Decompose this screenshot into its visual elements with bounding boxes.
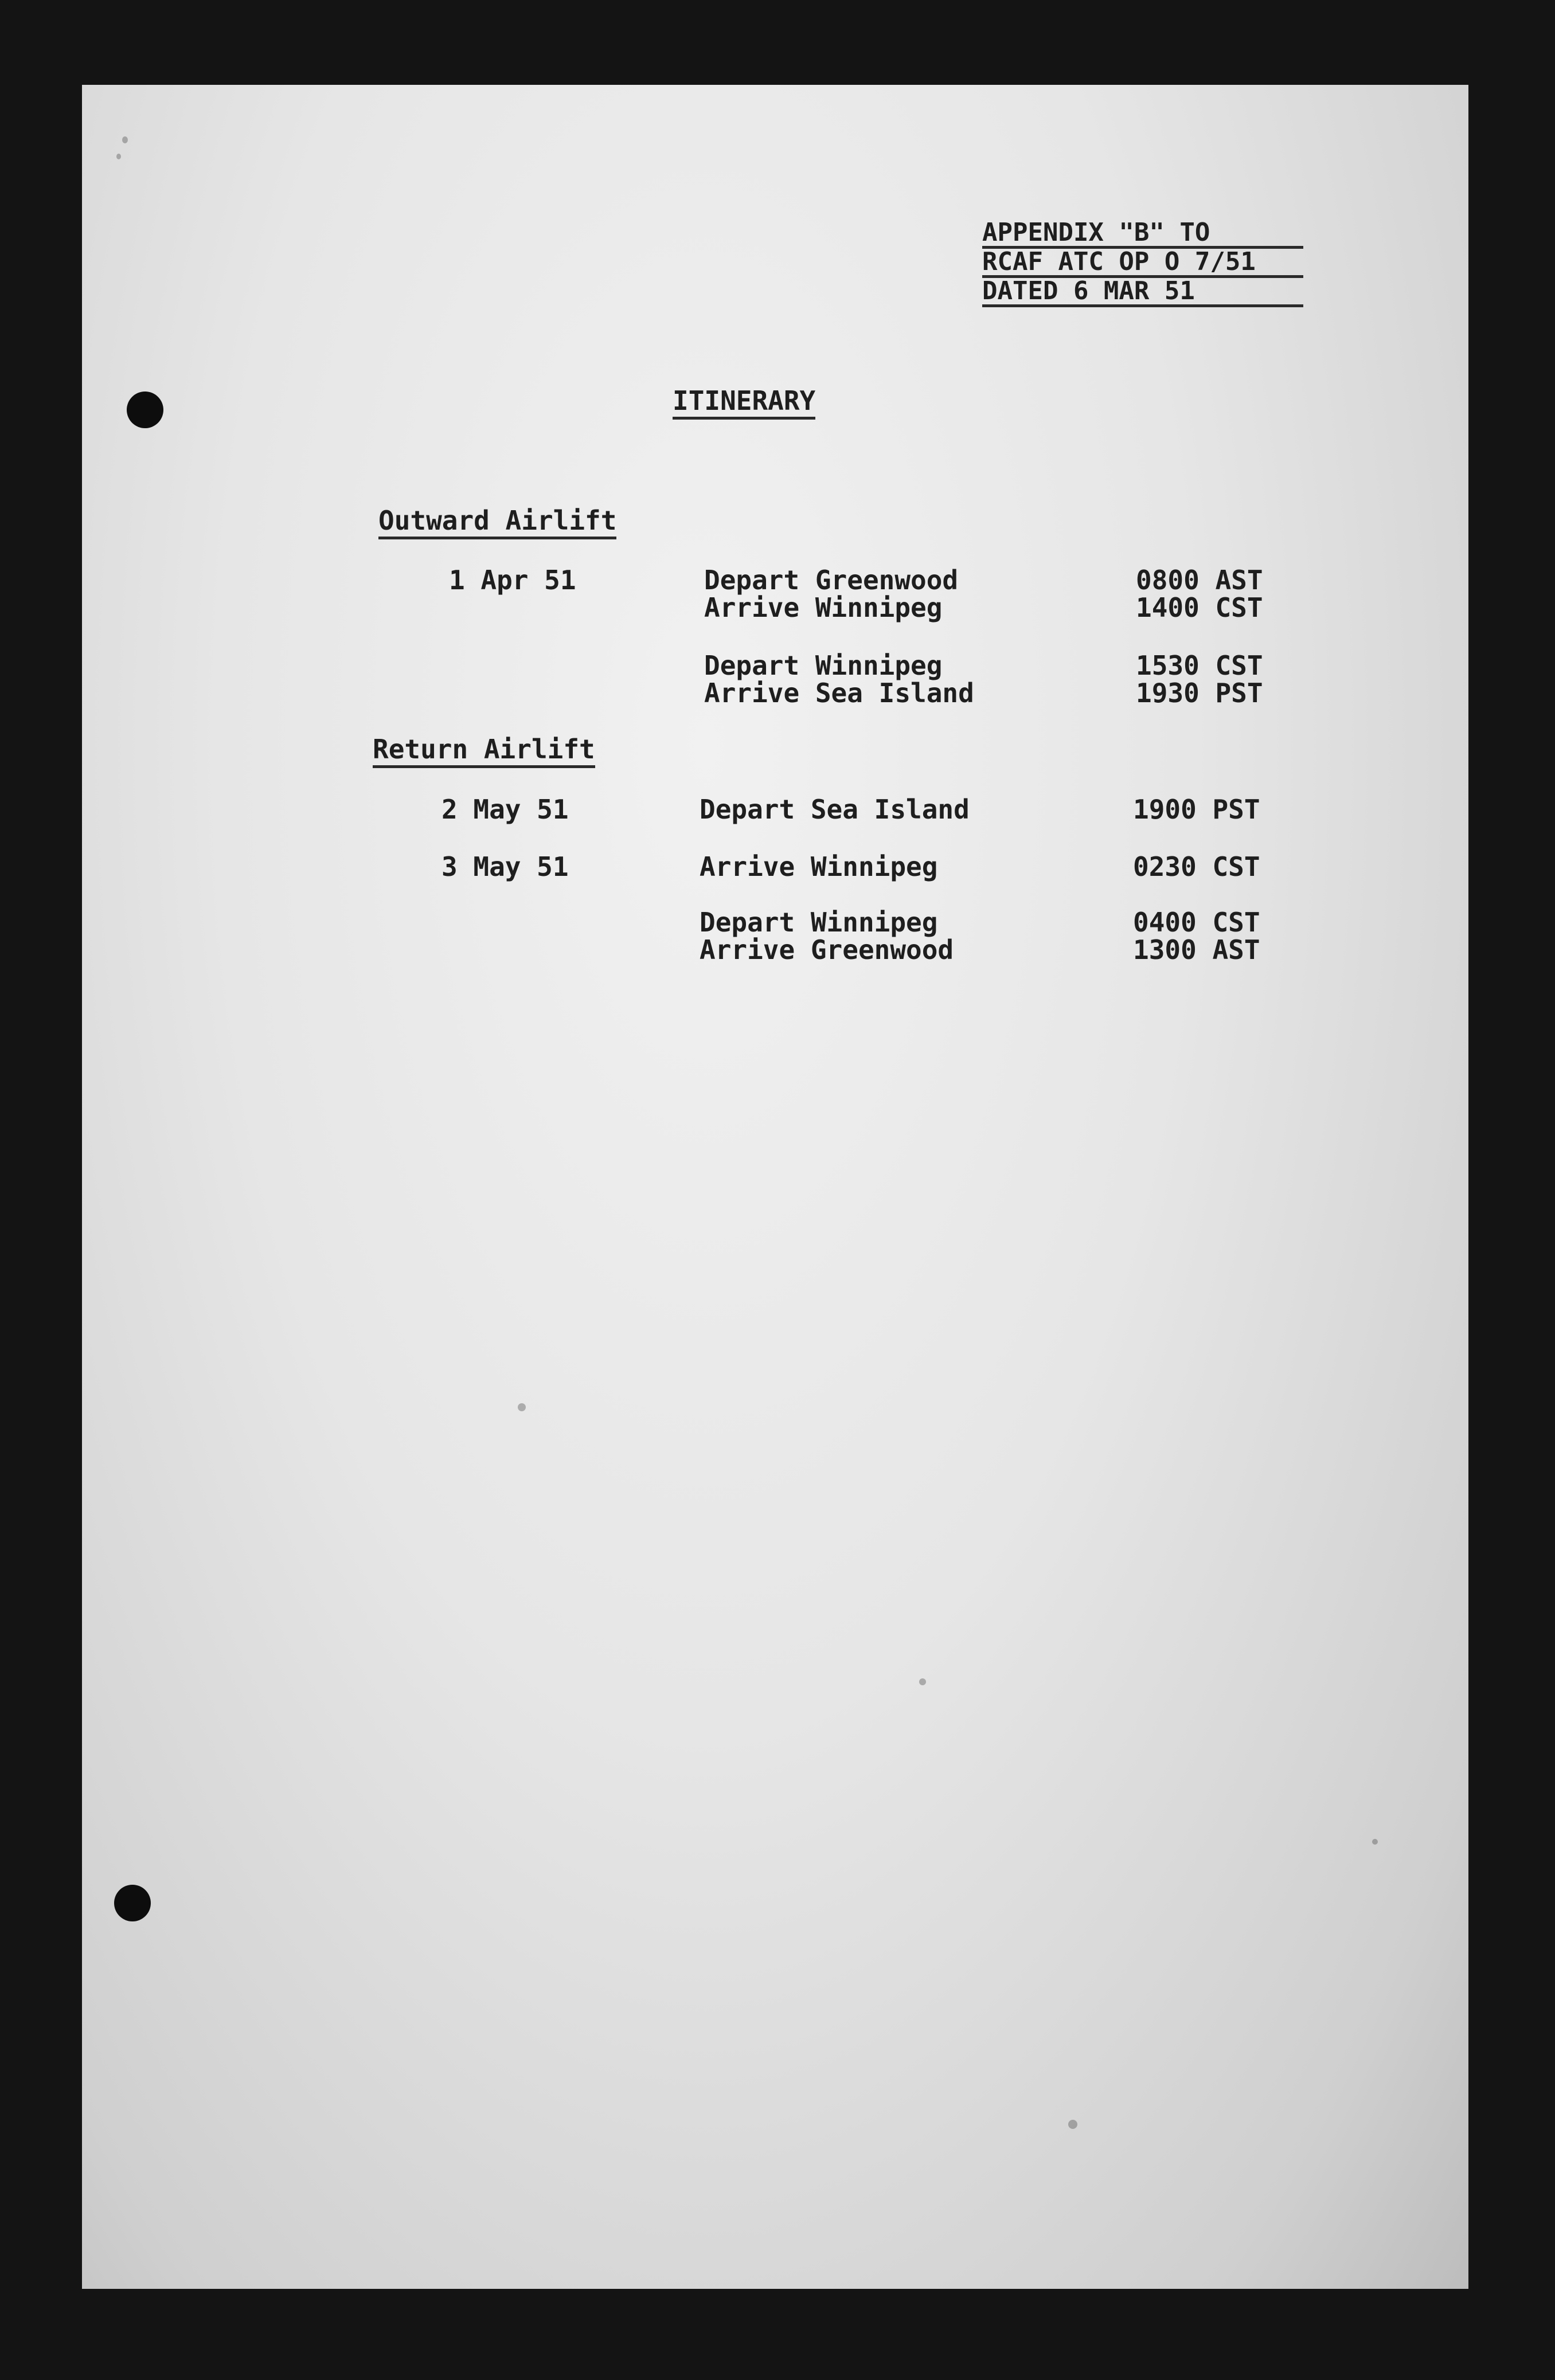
return-leg-3-time: 0400 CST (1133, 907, 1260, 938)
return-leg-4-action: Arrive Greenwood (700, 934, 954, 965)
speck (1068, 2120, 1077, 2129)
outward-leg-2-action: Arrive Winnipeg (704, 592, 943, 623)
return-leg-4-time: 1300 AST (1133, 934, 1260, 965)
document-page (82, 85, 1468, 2289)
return-leg-2-time: 0230 CST (1133, 851, 1260, 882)
return-leg-2-action: Arrive Winnipeg (700, 851, 938, 882)
outward-heading: Outward Airlift (378, 506, 616, 539)
punch-hole-bottom (114, 1885, 151, 1921)
speck (518, 1403, 526, 1411)
outward-leg-1-action: Depart Greenwood (704, 565, 959, 596)
outward-leg-4-time: 1930 PST (1136, 678, 1263, 708)
speck (1372, 1839, 1378, 1845)
speck (122, 136, 128, 143)
outward-date: 1 Apr 51 (449, 565, 576, 596)
speck (919, 1678, 926, 1685)
outward-leg-4-action: Arrive Sea Island (704, 678, 974, 708)
return-heading: Return Airlift (373, 734, 595, 768)
return-date-1: 2 May 51 (442, 794, 569, 825)
page-title: ITINERARY (673, 386, 815, 420)
appendix-line-3: DATED 6 MAR 51 (982, 278, 1303, 307)
appendix-line-2: RCAF ATC OP O 7/51 (982, 249, 1303, 278)
outward-leg-2-time: 1400 CST (1136, 592, 1263, 623)
return-leg-1-time: 1900 PST (1133, 794, 1260, 825)
outward-leg-3-time: 1530 CST (1136, 650, 1263, 681)
return-date-2: 3 May 51 (442, 851, 569, 882)
outward-leg-3-action: Depart Winnipeg (704, 650, 943, 681)
punch-hole-top (127, 392, 163, 428)
return-leg-1-action: Depart Sea Island (700, 794, 970, 825)
speck (116, 154, 121, 159)
outward-leg-1-time: 0800 AST (1136, 565, 1263, 596)
appendix-reference (982, 220, 1303, 307)
return-leg-3-action: Depart Winnipeg (700, 907, 938, 938)
appendix-line-1: APPENDIX "B" TO (982, 220, 1303, 249)
